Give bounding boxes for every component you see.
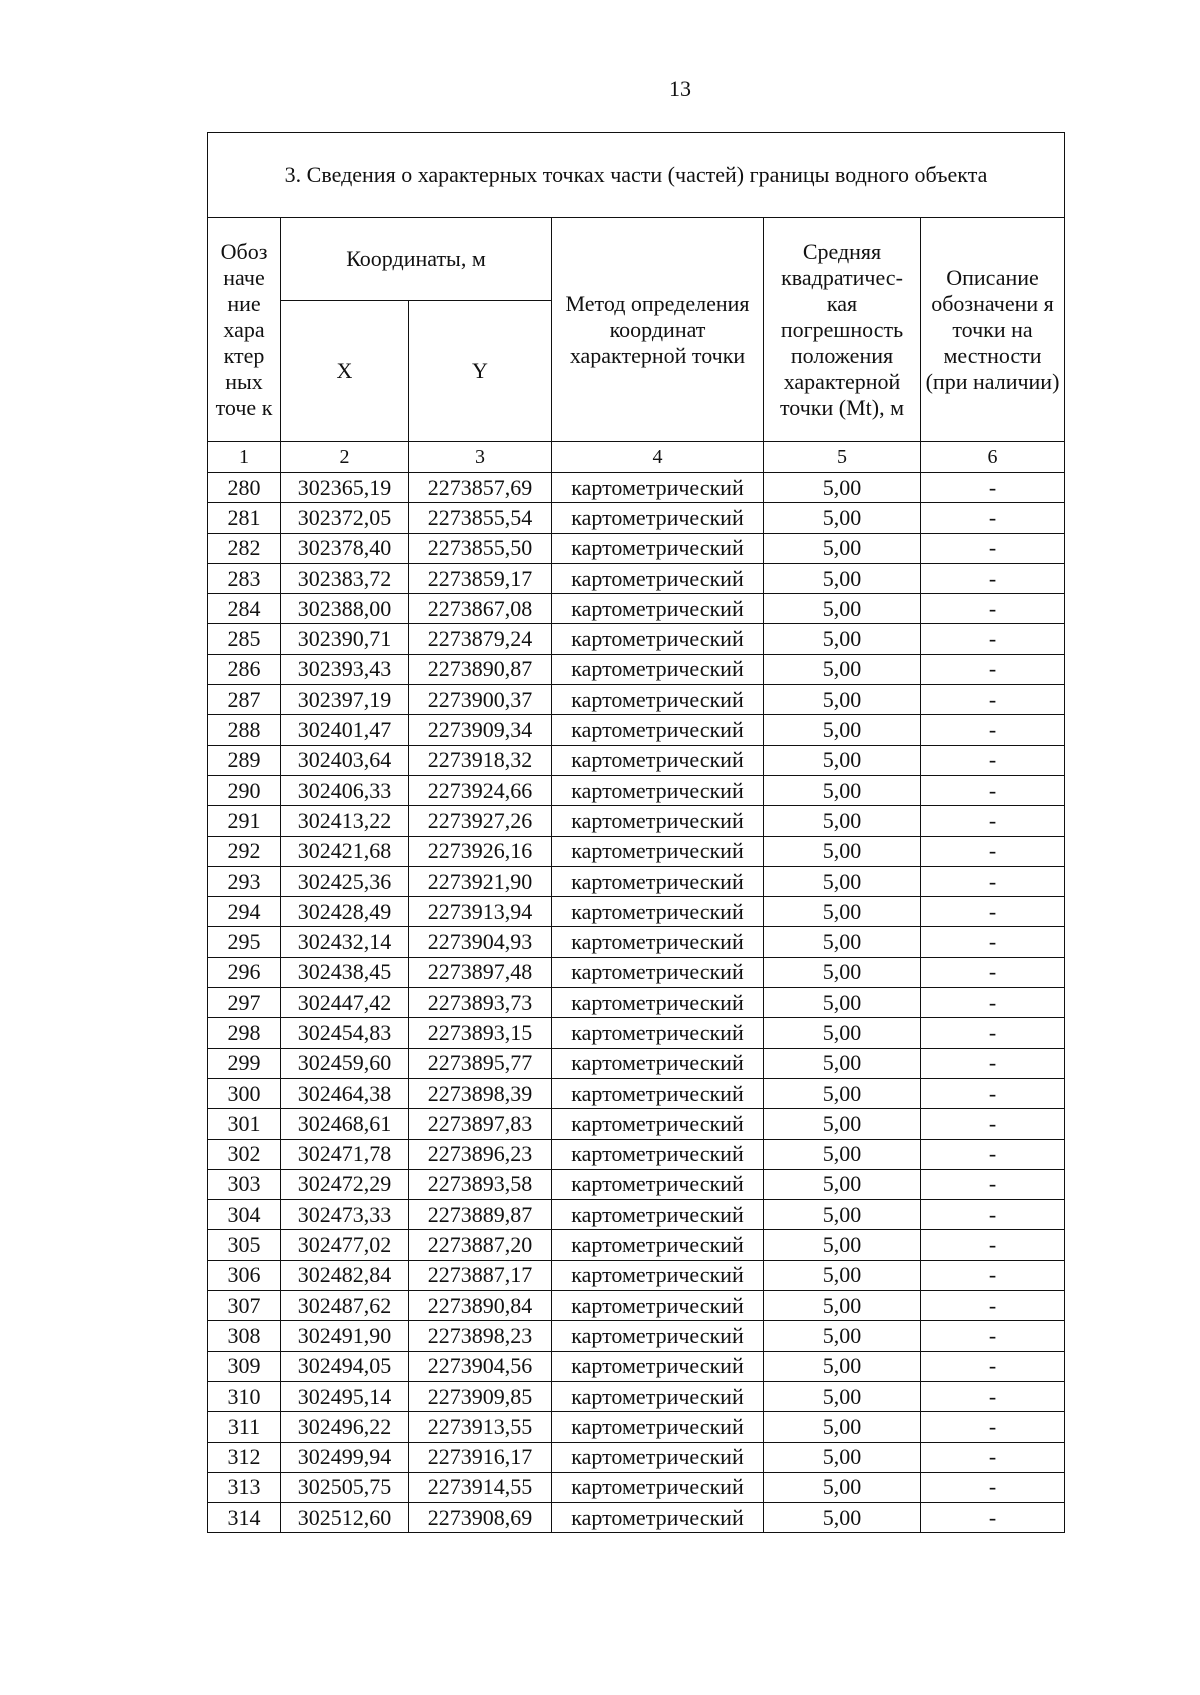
cell-y: 2273924,66 <box>409 775 552 805</box>
table-row <box>208 1503 1065 1533</box>
table-row <box>208 1109 1065 1139</box>
cell-mean-error: 5,00 <box>764 957 921 987</box>
cell-description: - <box>921 685 1065 715</box>
cell-y: 2273918,32 <box>409 745 552 775</box>
cell-method: картометрический <box>552 685 764 715</box>
cell-x: 302499,94 <box>281 1442 409 1472</box>
cell-method: картометрический <box>552 927 764 957</box>
cell-description: - <box>921 1230 1065 1260</box>
cell-method: картометрический <box>552 1260 764 1290</box>
points-table <box>207 132 1065 1533</box>
cell-description: - <box>921 594 1065 624</box>
cell-description: - <box>921 1291 1065 1321</box>
table-title: 3. Сведения о характерных точках части (частей) границы водного объекта <box>208 133 1065 218</box>
table-row <box>208 624 1065 654</box>
table-row <box>208 654 1065 684</box>
cell-mean-error: 5,00 <box>764 533 921 563</box>
cell-y: 2273909,34 <box>409 715 552 745</box>
cell-y: 2273914,55 <box>409 1472 552 1502</box>
cell-x: 302482,84 <box>281 1260 409 1290</box>
cell-method: картометрический <box>552 775 764 805</box>
cell-point-id: 284 <box>208 594 281 624</box>
cell-x: 302459,60 <box>281 1048 409 1078</box>
header-x: X <box>281 301 409 442</box>
header-coordinates: Координаты, м <box>281 218 552 301</box>
cell-mean-error: 5,00 <box>764 503 921 533</box>
cell-mean-error: 5,00 <box>764 1503 921 1533</box>
cell-mean-error: 5,00 <box>764 1018 921 1048</box>
header-point-id: Обоз наче ние хара ктер ных точе к <box>208 218 281 442</box>
cell-mean-error: 5,00 <box>764 563 921 593</box>
cell-point-id: 300 <box>208 1078 281 1108</box>
cell-description: - <box>921 715 1065 745</box>
cell-x: 302388,00 <box>281 594 409 624</box>
cell-y: 2273913,55 <box>409 1412 552 1442</box>
cell-point-id: 311 <box>208 1412 281 1442</box>
cell-description: - <box>921 1472 1065 1502</box>
table-row <box>208 473 1065 503</box>
cell-description: - <box>921 775 1065 805</box>
cell-mean-error: 5,00 <box>764 624 921 654</box>
cell-x: 302473,33 <box>281 1200 409 1230</box>
cell-point-id: 303 <box>208 1169 281 1199</box>
table-row <box>208 927 1065 957</box>
cell-point-id: 314 <box>208 1503 281 1533</box>
cell-mean-error: 5,00 <box>764 988 921 1018</box>
header-mean-error: Средняя квадратичес- кая погрешность положения характерной точки (Mt), м <box>764 218 921 442</box>
table-row <box>208 1381 1065 1411</box>
column-number: 3 <box>409 442 552 473</box>
table-row <box>208 685 1065 715</box>
table-row <box>208 745 1065 775</box>
cell-point-id: 282 <box>208 533 281 563</box>
cell-y: 2273909,85 <box>409 1381 552 1411</box>
table-row <box>208 1321 1065 1351</box>
cell-x: 302468,61 <box>281 1109 409 1139</box>
cell-mean-error: 5,00 <box>764 1169 921 1199</box>
cell-method: картометрический <box>552 806 764 836</box>
cell-x: 302496,22 <box>281 1412 409 1442</box>
cell-description: - <box>921 1442 1065 1472</box>
cell-x: 302487,62 <box>281 1291 409 1321</box>
cell-x: 302512,60 <box>281 1503 409 1533</box>
cell-x: 302397,19 <box>281 685 409 715</box>
cell-method: картометрический <box>552 988 764 1018</box>
cell-description: - <box>921 745 1065 775</box>
cell-mean-error: 5,00 <box>764 775 921 805</box>
cell-mean-error: 5,00 <box>764 715 921 745</box>
cell-y: 2273893,73 <box>409 988 552 1018</box>
cell-point-id: 292 <box>208 836 281 866</box>
cell-y: 2273857,69 <box>409 473 552 503</box>
cell-description: - <box>921 836 1065 866</box>
cell-description: - <box>921 654 1065 684</box>
cell-y: 2273867,08 <box>409 594 552 624</box>
cell-y: 2273916,17 <box>409 1442 552 1472</box>
cell-method: картометрический <box>552 503 764 533</box>
cell-description: - <box>921 1109 1065 1139</box>
cell-method: картометрический <box>552 1078 764 1108</box>
cell-y: 2273887,20 <box>409 1230 552 1260</box>
cell-y: 2273890,84 <box>409 1291 552 1321</box>
table-row <box>208 1291 1065 1321</box>
cell-x: 302454,83 <box>281 1018 409 1048</box>
cell-mean-error: 5,00 <box>764 1260 921 1290</box>
cell-mean-error: 5,00 <box>764 866 921 896</box>
cell-y: 2273859,17 <box>409 563 552 593</box>
cell-x: 302447,42 <box>281 988 409 1018</box>
cell-method: картометрический <box>552 1442 764 1472</box>
cell-mean-error: 5,00 <box>764 1351 921 1381</box>
cell-x: 302464,38 <box>281 1078 409 1108</box>
cell-method: картометрический <box>552 1139 764 1169</box>
column-number: 1 <box>208 442 281 473</box>
table-row <box>208 1048 1065 1078</box>
cell-mean-error: 5,00 <box>764 745 921 775</box>
header-y: Y <box>409 301 552 442</box>
cell-method: картометрический <box>552 624 764 654</box>
cell-mean-error: 5,00 <box>764 1078 921 1108</box>
cell-method: картометрический <box>552 563 764 593</box>
table-row <box>208 1472 1065 1502</box>
cell-method: картометрический <box>552 1048 764 1078</box>
table-row <box>208 1078 1065 1108</box>
cell-description: - <box>921 503 1065 533</box>
cell-y: 2273926,16 <box>409 836 552 866</box>
cell-method: картометрический <box>552 654 764 684</box>
cell-point-id: 302 <box>208 1139 281 1169</box>
cell-x: 302421,68 <box>281 836 409 866</box>
page-number: 13 <box>669 76 691 101</box>
cell-y: 2273879,24 <box>409 624 552 654</box>
cell-mean-error: 5,00 <box>764 1200 921 1230</box>
cell-method: картометрический <box>552 1381 764 1411</box>
cell-point-id: 295 <box>208 927 281 957</box>
cell-method: картометрический <box>552 1472 764 1502</box>
cell-description: - <box>921 897 1065 927</box>
cell-x: 302401,47 <box>281 715 409 745</box>
cell-description: - <box>921 473 1065 503</box>
cell-method: картометрический <box>552 1412 764 1442</box>
cell-point-id: 304 <box>208 1200 281 1230</box>
cell-mean-error: 5,00 <box>764 1442 921 1472</box>
cell-method: картометрический <box>552 715 764 745</box>
cell-description: - <box>921 1260 1065 1290</box>
table-row <box>208 866 1065 896</box>
cell-description: - <box>921 927 1065 957</box>
cell-point-id: 290 <box>208 775 281 805</box>
cell-mean-error: 5,00 <box>764 685 921 715</box>
cell-description: - <box>921 988 1065 1018</box>
cell-x: 302403,64 <box>281 745 409 775</box>
cell-mean-error: 5,00 <box>764 836 921 866</box>
table-row <box>208 503 1065 533</box>
cell-mean-error: 5,00 <box>764 1291 921 1321</box>
cell-x: 302372,05 <box>281 503 409 533</box>
cell-y: 2273887,17 <box>409 1260 552 1290</box>
cell-method: картометрический <box>552 1321 764 1351</box>
cell-y: 2273898,39 <box>409 1078 552 1108</box>
cell-mean-error: 5,00 <box>764 1109 921 1139</box>
cell-x: 302365,19 <box>281 473 409 503</box>
cell-x: 302477,02 <box>281 1230 409 1260</box>
cell-y: 2273893,15 <box>409 1018 552 1048</box>
cell-point-id: 281 <box>208 503 281 533</box>
cell-method: картометрический <box>552 745 764 775</box>
cell-description: - <box>921 957 1065 987</box>
cell-description: - <box>921 1078 1065 1108</box>
table-row <box>208 594 1065 624</box>
cell-point-id: 313 <box>208 1472 281 1502</box>
cell-method: картометрический <box>552 866 764 896</box>
cell-mean-error: 5,00 <box>764 927 921 957</box>
table-row <box>208 897 1065 927</box>
cell-mean-error: 5,00 <box>764 1472 921 1502</box>
table-row <box>208 806 1065 836</box>
cell-mean-error: 5,00 <box>764 806 921 836</box>
cell-point-id: 291 <box>208 806 281 836</box>
cell-description: - <box>921 1503 1065 1533</box>
table-row <box>208 1230 1065 1260</box>
cell-description: - <box>921 1048 1065 1078</box>
cell-description: - <box>921 806 1065 836</box>
cell-description: - <box>921 1018 1065 1048</box>
cell-y: 2273889,87 <box>409 1200 552 1230</box>
cell-description: - <box>921 1381 1065 1411</box>
cell-method: картометрический <box>552 836 764 866</box>
cell-point-id: 285 <box>208 624 281 654</box>
cell-mean-error: 5,00 <box>764 594 921 624</box>
cell-y: 2273890,87 <box>409 654 552 684</box>
cell-mean-error: 5,00 <box>764 1381 921 1411</box>
cell-point-id: 289 <box>208 745 281 775</box>
cell-description: - <box>921 533 1065 563</box>
cell-point-id: 309 <box>208 1351 281 1381</box>
cell-description: - <box>921 1351 1065 1381</box>
cell-x: 302425,36 <box>281 866 409 896</box>
cell-x: 302432,14 <box>281 927 409 957</box>
cell-method: картометрический <box>552 1109 764 1139</box>
cell-description: - <box>921 1139 1065 1169</box>
cell-method: картометрический <box>552 473 764 503</box>
table-row <box>208 1260 1065 1290</box>
cell-method: картометрический <box>552 957 764 987</box>
cell-y: 2273897,83 <box>409 1109 552 1139</box>
column-number: 5 <box>764 442 921 473</box>
cell-x: 302494,05 <box>281 1351 409 1381</box>
cell-point-id: 298 <box>208 1018 281 1048</box>
cell-description: - <box>921 866 1065 896</box>
cell-method: картометрический <box>552 1503 764 1533</box>
cell-point-id: 283 <box>208 563 281 593</box>
cell-point-id: 307 <box>208 1291 281 1321</box>
cell-y: 2273855,54 <box>409 503 552 533</box>
header-description: Описание обозначени я точки на местности (при наличии) <box>921 218 1065 442</box>
cell-point-id: 287 <box>208 685 281 715</box>
table-row <box>208 957 1065 987</box>
cell-y: 2273893,58 <box>409 1169 552 1199</box>
cell-point-id: 308 <box>208 1321 281 1351</box>
table-row <box>208 1018 1065 1048</box>
cell-method: картометрический <box>552 1200 764 1230</box>
cell-method: картометрический <box>552 1018 764 1048</box>
cell-y: 2273898,23 <box>409 1321 552 1351</box>
cell-description: - <box>921 1321 1065 1351</box>
column-number: 2 <box>281 442 409 473</box>
cell-y: 2273896,23 <box>409 1139 552 1169</box>
cell-method: картометрический <box>552 1291 764 1321</box>
table-row <box>208 1169 1065 1199</box>
cell-mean-error: 5,00 <box>764 654 921 684</box>
cell-y: 2273904,93 <box>409 927 552 957</box>
cell-y: 2273895,77 <box>409 1048 552 1078</box>
column-numbers-row <box>208 442 1065 473</box>
cell-method: картометрический <box>552 897 764 927</box>
cell-mean-error: 5,00 <box>764 1139 921 1169</box>
cell-mean-error: 5,00 <box>764 1048 921 1078</box>
cell-point-id: 306 <box>208 1260 281 1290</box>
table-row <box>208 715 1065 745</box>
cell-point-id: 286 <box>208 654 281 684</box>
table-row <box>208 1139 1065 1169</box>
cell-point-id: 310 <box>208 1381 281 1411</box>
cell-mean-error: 5,00 <box>764 473 921 503</box>
cell-mean-error: 5,00 <box>764 897 921 927</box>
cell-point-id: 299 <box>208 1048 281 1078</box>
cell-method: картометрический <box>552 533 764 563</box>
column-number: 4 <box>552 442 764 473</box>
cell-point-id: 297 <box>208 988 281 1018</box>
cell-description: - <box>921 563 1065 593</box>
table-row <box>208 563 1065 593</box>
cell-point-id: 293 <box>208 866 281 896</box>
cell-y: 2273908,69 <box>409 1503 552 1533</box>
column-number: 6 <box>921 442 1065 473</box>
cell-description: - <box>921 1169 1065 1199</box>
cell-x: 302428,49 <box>281 897 409 927</box>
cell-y: 2273921,90 <box>409 866 552 896</box>
cell-y: 2273897,48 <box>409 957 552 987</box>
cell-point-id: 294 <box>208 897 281 927</box>
cell-x: 302505,75 <box>281 1472 409 1502</box>
cell-x: 302438,45 <box>281 957 409 987</box>
cell-method: картометрический <box>552 1230 764 1260</box>
cell-x: 302383,72 <box>281 563 409 593</box>
cell-point-id: 288 <box>208 715 281 745</box>
cell-x: 302378,40 <box>281 533 409 563</box>
cell-x: 302413,22 <box>281 806 409 836</box>
cell-x: 302393,43 <box>281 654 409 684</box>
cell-x: 302406,33 <box>281 775 409 805</box>
table-row <box>208 1351 1065 1381</box>
cell-y: 2273904,56 <box>409 1351 552 1381</box>
table-row <box>208 988 1065 1018</box>
cell-point-id: 305 <box>208 1230 281 1260</box>
cell-x: 302491,90 <box>281 1321 409 1351</box>
table-row <box>208 1200 1065 1230</box>
cell-point-id: 301 <box>208 1109 281 1139</box>
cell-x: 302495,14 <box>281 1381 409 1411</box>
table-row <box>208 533 1065 563</box>
cell-method: картометрический <box>552 594 764 624</box>
cell-y: 2273900,37 <box>409 685 552 715</box>
cell-mean-error: 5,00 <box>764 1321 921 1351</box>
table-row <box>208 775 1065 805</box>
cell-x: 302471,78 <box>281 1139 409 1169</box>
cell-description: - <box>921 1412 1065 1442</box>
cell-x: 302472,29 <box>281 1169 409 1199</box>
cell-method: картометрический <box>552 1351 764 1381</box>
table-row <box>208 1412 1065 1442</box>
cell-point-id: 312 <box>208 1442 281 1472</box>
table-row <box>208 836 1065 866</box>
table-row <box>208 1442 1065 1472</box>
cell-y: 2273913,94 <box>409 897 552 927</box>
cell-y: 2273927,26 <box>409 806 552 836</box>
header-method: Метод определения координат характерной точки <box>552 218 764 442</box>
cell-mean-error: 5,00 <box>764 1230 921 1260</box>
cell-point-id: 296 <box>208 957 281 987</box>
cell-x: 302390,71 <box>281 624 409 654</box>
cell-description: - <box>921 624 1065 654</box>
cell-description: - <box>921 1200 1065 1230</box>
cell-point-id: 280 <box>208 473 281 503</box>
cell-y: 2273855,50 <box>409 533 552 563</box>
cell-method: картометрический <box>552 1169 764 1199</box>
cell-mean-error: 5,00 <box>764 1412 921 1442</box>
